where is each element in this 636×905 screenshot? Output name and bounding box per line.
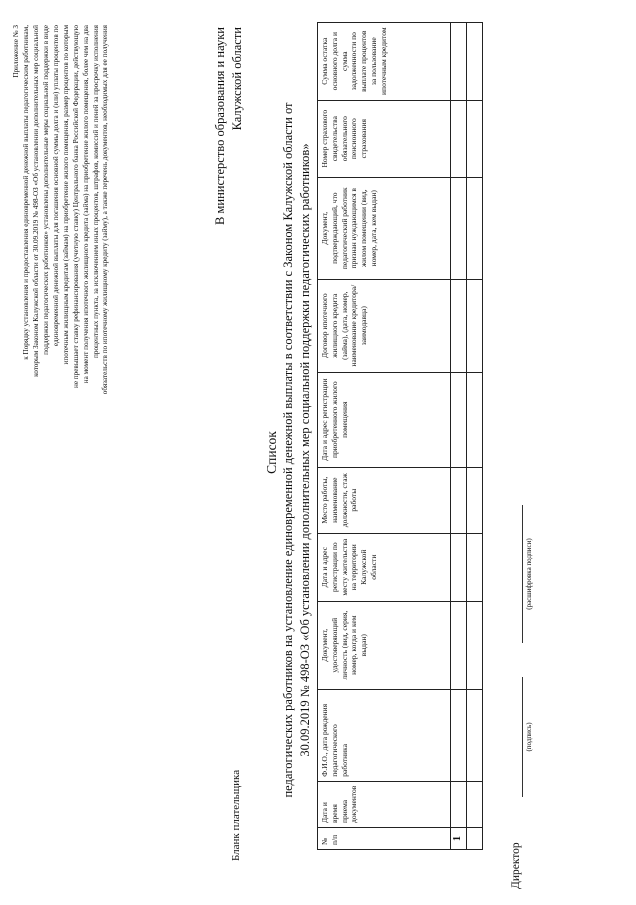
appendix-line: единовременной денежной выплаты для погашения основной суммы долга и (или) уплаты процентов по xyxy=(51,25,60,347)
payer-form-label: Бланк плательщика xyxy=(230,769,242,861)
column-header: Ф.И.О., дата рождения педагогического работника xyxy=(318,689,451,781)
table-cell: 1 xyxy=(451,828,467,850)
table-cell xyxy=(467,372,483,467)
table-cell xyxy=(451,100,467,177)
table-cell xyxy=(467,533,483,601)
director-label: Директор xyxy=(510,842,522,889)
table-cell xyxy=(467,601,483,689)
recipient-block xyxy=(212,27,246,275)
table-cell xyxy=(451,601,467,689)
name-decode-line xyxy=(522,505,523,643)
appendix-line: не превышает ставку рефинансирования (учетную ставку) Центрального банка Российской Федерации, действующую xyxy=(71,25,80,389)
appendix-line: Приложение № 3 xyxy=(12,25,20,78)
table-cell xyxy=(467,100,483,177)
appendix-line: поддержки педагогических работников» установлены дополнительные меры социальной поддержки в виде xyxy=(41,25,50,355)
recipient-line: Калужской области xyxy=(229,27,244,131)
column-header: № п/п xyxy=(318,828,451,850)
appendix-line: обязательств по ипотечному жилищному кредиту (займу), а также перечень документов, необходимых для ее получения xyxy=(101,25,110,395)
appendix-line: ипотечным жилищным кредитам (займам) на приобретение жилого помещения, размер процентов по которым xyxy=(61,25,70,365)
recipient-line: В министерство образования и науки xyxy=(213,27,227,225)
subtitle-line: педагогических работников на установление единовременной денежной выплаты в соответствии с Законом Калужской области от xyxy=(281,102,295,798)
table-cell xyxy=(451,372,467,467)
table-cell xyxy=(451,533,467,601)
table-cell xyxy=(467,781,483,827)
table-row xyxy=(467,22,483,849)
table-header-row xyxy=(318,22,451,849)
table-cell xyxy=(467,467,483,533)
column-header: Документ, удостоверяющий личность (вид, серия, номер, когда и кем выдан) xyxy=(318,601,451,689)
document-title: Список xyxy=(264,431,279,474)
column-header: Договор ипотечного жилищного кредита (займа), (дата, номер, наименование кредитора/ заимодавца) xyxy=(318,279,451,372)
table-cell xyxy=(451,22,467,100)
appendix-line: которым Законом Калужской области от 30.09.2019 № 498-ОЗ «Об установлении дополнительных мер социальной xyxy=(31,25,40,377)
table-cell xyxy=(451,279,467,372)
column-header: Дата и адрес регистрации приобретенного жилого помещения xyxy=(318,372,451,467)
appendix-line: на момент получения ипотечного жилищного кредита (займа) на приобретение жилого помещения, более чем на два xyxy=(81,25,90,384)
table-cell xyxy=(467,689,483,781)
column-header: Сумма остатка основного долга и сумма задолженности по выплате процентов за пользование ипотечным кредитом xyxy=(318,22,451,100)
column-header: Дата и адрес регистрации по месту жительства на территории Калужской области xyxy=(318,533,451,601)
teachers-list-table xyxy=(317,22,483,850)
column-header: Дата и время приема документов xyxy=(318,781,451,827)
table-cell xyxy=(451,689,467,781)
table-cell xyxy=(467,177,483,279)
column-header: Документ, подтверждающий, что педагогический работник признан нуждающимся в жилом помещении (вид, номер, дата, кем выдан) xyxy=(318,177,451,279)
name-decode-caption: (расшифровка подписи) xyxy=(525,538,533,610)
appendix-line: процентных пункта, за исключением иных процентов, штрафов, комиссий и пеней за просрочку исполнения xyxy=(91,25,100,358)
table-row xyxy=(451,22,467,849)
column-header: Номер страхового свидетельства обязательного пенсионного страхования xyxy=(318,100,451,177)
document-subtitle xyxy=(280,55,314,845)
table-cell xyxy=(451,467,467,533)
appendix-header xyxy=(12,25,111,669)
column-header: Место работы, наименование должности, стаж работы xyxy=(318,467,451,533)
table-cell xyxy=(467,279,483,372)
table-cell xyxy=(451,781,467,827)
signature-caption: (подпись) xyxy=(525,722,533,752)
table-cell xyxy=(451,177,467,279)
subtitle-line: 30.09.2019 № 498-ОЗ «Об установлении дополнительных мер социальной поддержки педагогических работников» xyxy=(298,143,312,757)
appendix-line: к Порядку установления и предоставления единовременной денежной выплаты педагогическим работникам, xyxy=(21,25,30,360)
signature-line xyxy=(522,677,523,797)
table-cell xyxy=(467,828,483,850)
table-cell xyxy=(467,22,483,100)
